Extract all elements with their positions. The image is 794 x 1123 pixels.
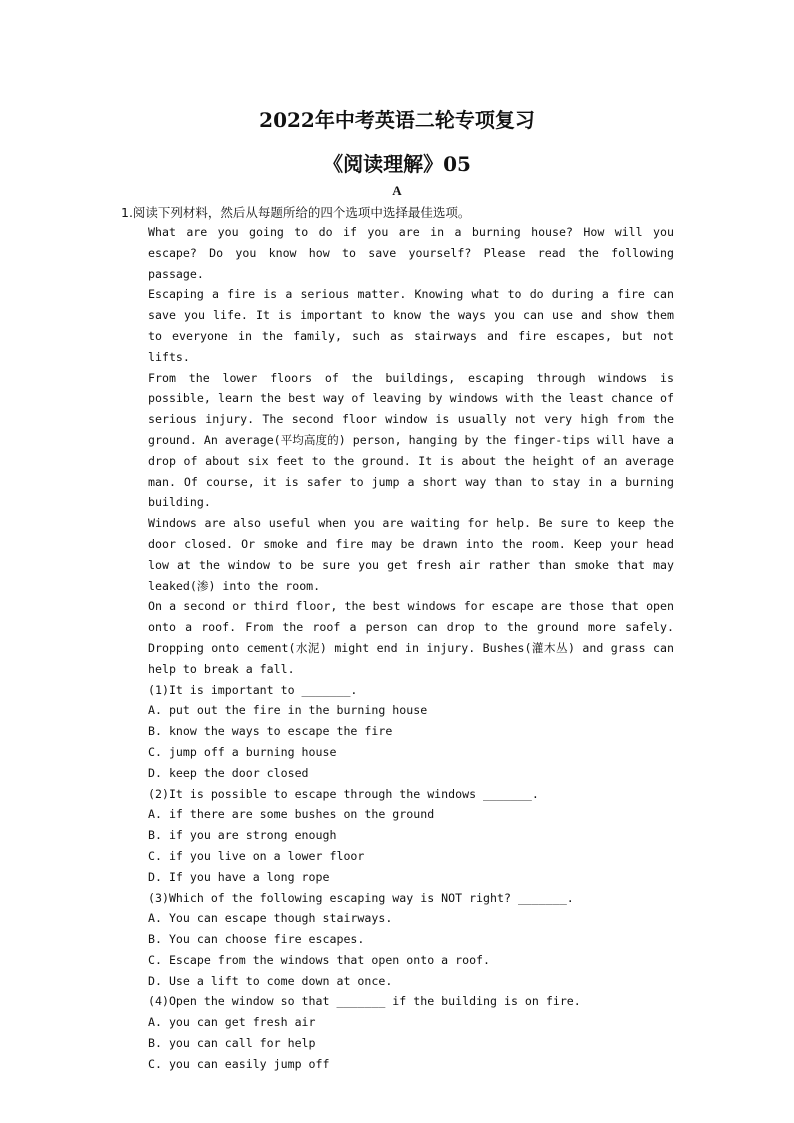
question-option: B. know the ways to escape the fire [148, 724, 393, 739]
question-stem: (2)It is possible to escape through the windows _______. [148, 786, 539, 801]
question-option: B. if you are strong enough [148, 828, 337, 843]
question-option: A. if there are some bushes on the ground [148, 807, 435, 822]
question-stem: (3)Which of the following escaping way is NOT right? _______. [148, 890, 574, 905]
question-option: D. keep the door closed [148, 765, 309, 780]
question-option: B. you can call for help [148, 1036, 316, 1051]
section-label: A [392, 183, 402, 198]
reading-body [148, 222, 674, 1075]
passage-paragraph: From the lower floors of the buildings, escaping through windows is possible, learn the best way of leaving by windows with the least chance of serious injury. The second floor window is usually not very high from the ground. An average(平均高度的) person, hanging by the finger-tips will have a drop of about six feet to the ground. It is about the height of an average man. Of course, it is safer to jump a short way than to stay in a burning building. [148, 370, 674, 510]
question-stem: (4)Open the window so that _______ if the building is on fire. [148, 994, 581, 1009]
question-option: A. you can get fresh air [148, 1015, 316, 1030]
question-option: A. put out the fire in the burning house [148, 703, 428, 718]
question-option: D. If you have a long rope [148, 869, 330, 884]
question-option: C. you can easily jump off [148, 1056, 330, 1071]
question-option: D. Use a lift to come down at once. [148, 973, 393, 988]
passage-paragraph: Windows are also useful when you are waiting for help. Be sure to keep the door closed. Or smoke and fire may be drawn into the room. Keep your head low at the window to be sure you get fresh air rather than smoke that may leaked(渗) into the room. [148, 516, 674, 593]
question-stem: (1)It is important to _______. [148, 682, 358, 697]
passage-paragraph: On a second or third floor, the best windows for escape are those that open onto a roof. From the roof a person can drop to the ground more safely. Dropping onto cement(水泥) might end in injury. Bushes(灌木丛) and grass can help to break a fall. [148, 599, 674, 676]
question-option: A. You can escape though stairways. [148, 911, 393, 926]
document-title: 2022年中考英语二轮专项复习 [259, 108, 535, 132]
instruction-text: 1.阅读下列材料，然后从每题所给的四个选项中选择最佳选项。 [121, 205, 471, 220]
question-option: B. You can choose fire escapes. [148, 932, 365, 947]
passage-paragraph: Escaping a fire is a serious matter. Knowing what to do during a fire can save you life. It is important to know the ways you can use and show them to everyone in the family, such as stairways and fire escapes, but not lifts. [148, 287, 674, 364]
question-option: C. Escape from the windows that open onto a roof. [148, 952, 491, 967]
passage-paragraph: What are you going to do if you are in a burning house? How will you escape? Do you know how to save yourself? Please read the following passage. [148, 225, 674, 281]
question-option: C. jump off a burning house [148, 744, 337, 759]
document-subtitle: 《阅读理解》05 [323, 152, 471, 176]
question-option: C. if you live on a lower floor [148, 848, 365, 863]
